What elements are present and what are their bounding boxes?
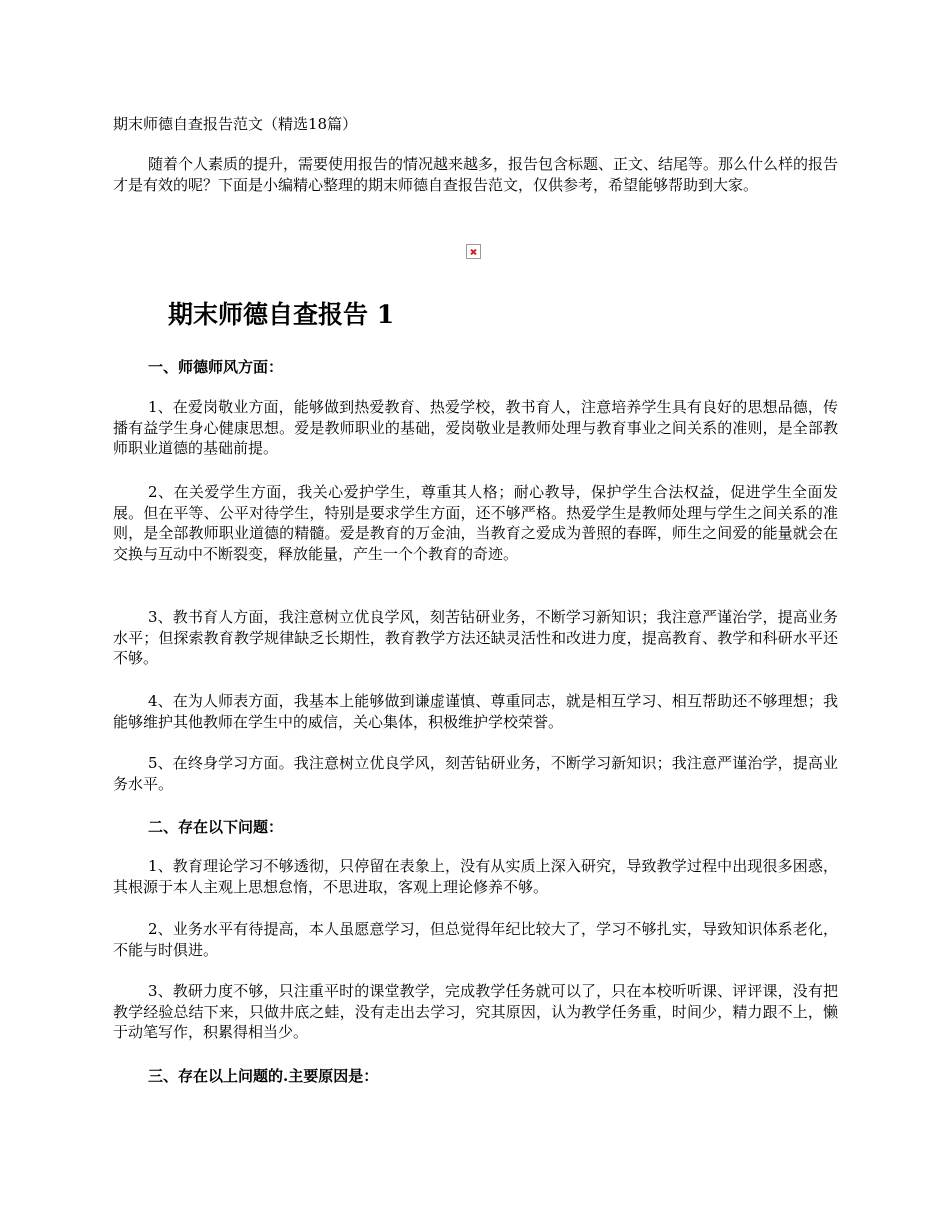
- part1-item-3: 3、教书育人方面，我注意树立优良学风，刻苦钻研业务，不断学习新知识；我注意严谨治学，提高业务水平；但探索教育教学规律缺乏长期性，教育教学方法还缺灵活性和改进力度，提高教育、教学和科研水平还不够。: [113, 608, 838, 667]
- part2-item-1: 1、教育理论学习不够透彻，只停留在表象上，没有从实质上深入研究，导致教学过程中出现很多困惑，其根源于本人主观上思想怠惰，不思进取，客观上理论修养不够。: [113, 857, 838, 896]
- broken-image-icon: [466, 244, 481, 259]
- document-title: 期末师德自查报告范文（精选18篇）: [113, 115, 358, 133]
- part1-heading: 一、师德师风方面：: [148, 358, 284, 376]
- part1-item-1: 1、在爱岗敬业方面，能够做到热爱教育、热爱学校，教书育人，注意培养学生具有良好的思想品德，传播有益学生身心健康思想。爱是教师职业的基础，爱岗敬业是教师处理与教育事业之间关系的准则，是全部教师职业道德的基础前提。: [113, 398, 838, 457]
- part3-heading: 三、存在以上问题的.主要原因是：: [148, 1067, 379, 1085]
- part1-item-4: 4、在为人师表方面，我基本上能够做到谦虚谨慎、尊重同志，就是相互学习、相互帮助还不够理想；我能够维护其他教师在学生中的威信，关心集体，积极维护学校荣誉。: [113, 692, 838, 731]
- part2-heading: 二、存在以下问题：: [148, 818, 284, 836]
- intro-paragraph: 随着个人素质的提升，需要使用报告的情况越来越多，报告包含标题、正文、结尾等。那么什么样的报告才是有效的呢？下面是小编精心整理的期末师德自查报告范文，仅供参考，希望能够帮助到大家。: [113, 155, 839, 194]
- section-title: 期末师德自查报告 1: [168, 300, 395, 329]
- part2-item-3: 3、教研力度不够，只注重平时的课堂教学，完成教学任务就可以了，只在本校听听课、评评课，没有把教学经验总结下来，只做井底之蛙，没有走出去学习，究其原因，认为教学任务重，时间少，精力跟不上，懒于动笔写作，积累得相当少。: [113, 982, 838, 1041]
- part1-item-2: 2、在关爱学生方面，我关心爱护学生，尊重其人格；耐心教导，保护学生合法权益，促进学生全面发展。但在平等、公平对待学生，特别是要求学生方面，还不够严格。热爱学生是教师处理与学生之间关系的准则，是全部教师职业道德的精髓。爱是教育的万金油，当教育之爱成为普照的春晖，师生之间爱的能量就会在交换与互动中不断裂变，释放能量，产生一个个教育的奇迹。: [113, 483, 838, 563]
- part2-item-2: 2、业务水平有待提高，本人虽愿意学习，但总觉得年纪比较大了，学习不够扎实，导致知识体系老化，不能与时俱进。: [113, 920, 838, 959]
- part1-item-5: 5、在终身学习方面。我注意树立优良学风，刻苦钻研业务，不断学习新知识；我注意严谨治学，提高业务水平。: [113, 754, 838, 793]
